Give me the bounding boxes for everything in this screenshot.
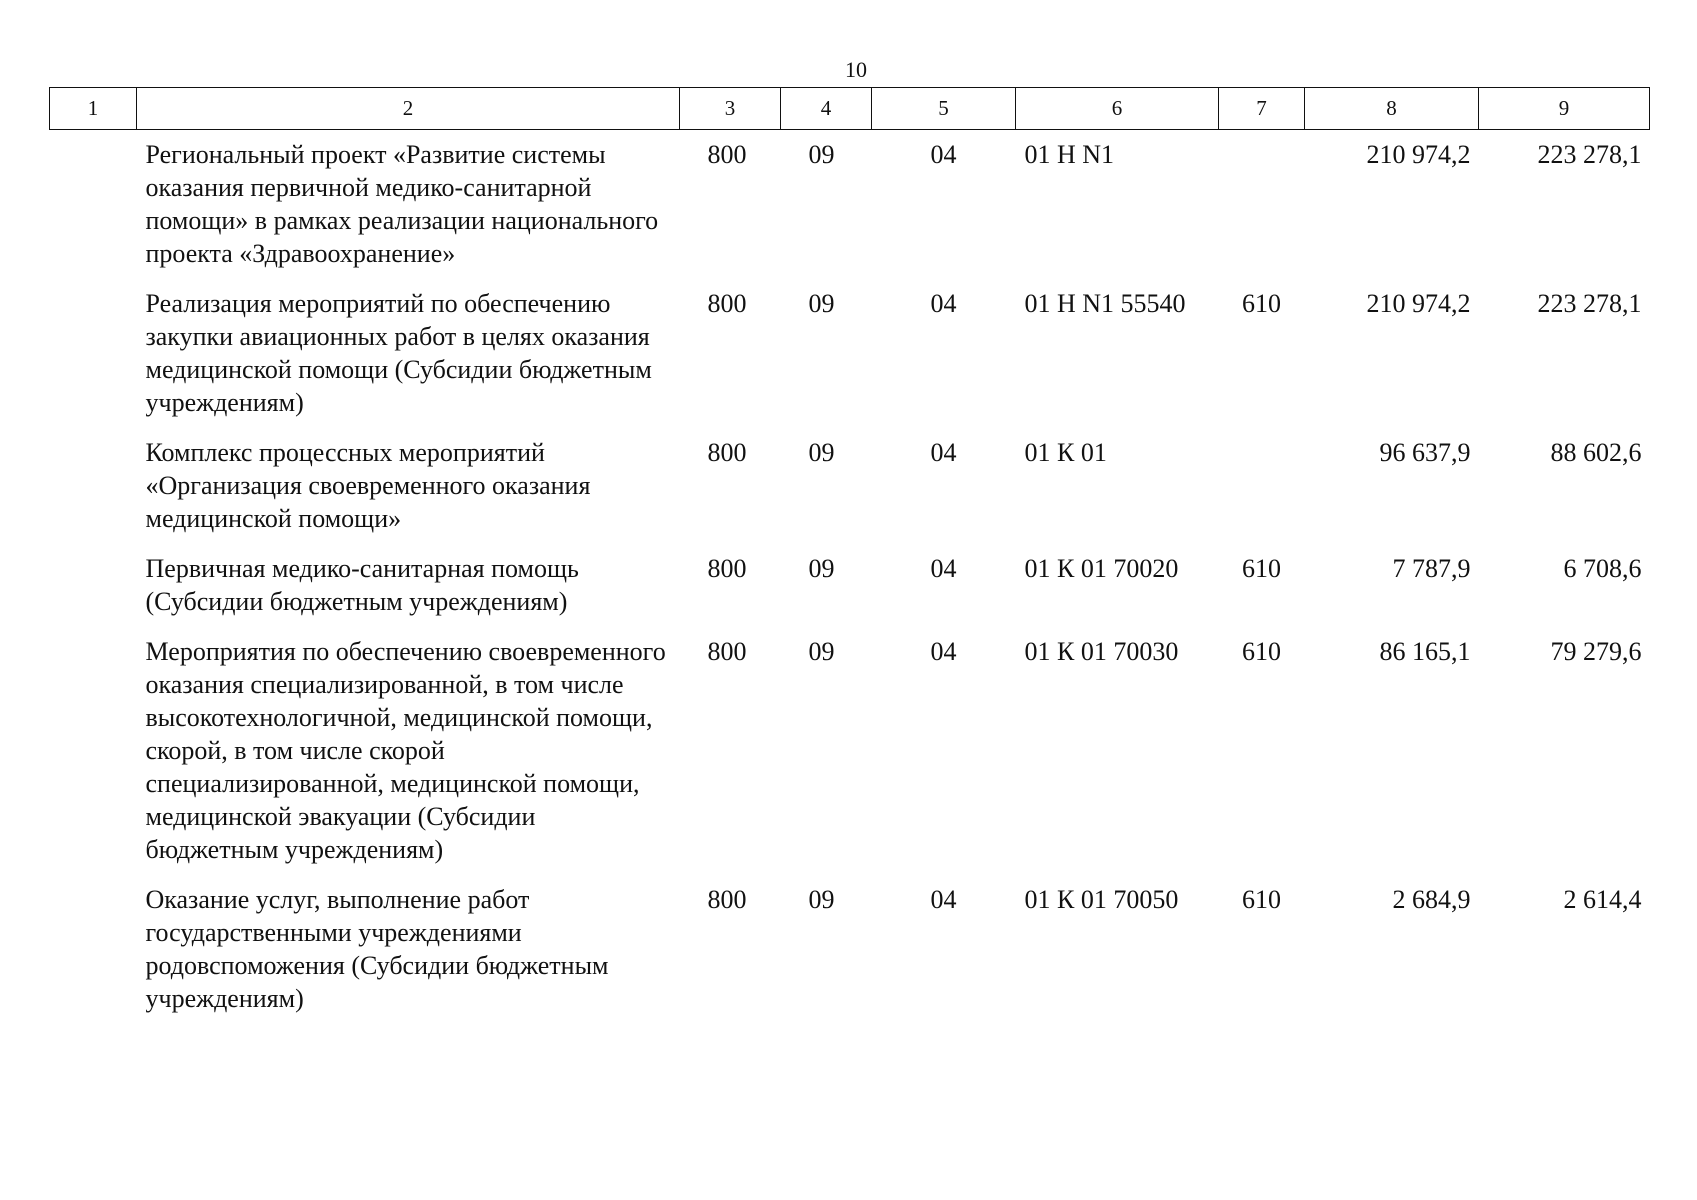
cell-col7 xyxy=(1219,130,1305,276)
cell-col6: 01 Н N1 55540 xyxy=(1024,289,1186,318)
header-cell-8: 8 xyxy=(1305,88,1479,130)
cell-col7: 610 xyxy=(1242,554,1281,583)
cell-col5: 04 xyxy=(930,140,957,169)
cell-col6: 01 К 01 70030 xyxy=(1024,637,1179,666)
header-cell-9: 9 xyxy=(1479,88,1650,130)
cell-col6: 01 К 01 70050 xyxy=(1024,885,1179,914)
cell-col8: 2 684,9 xyxy=(1392,885,1471,914)
cell-description: Региональный проект «Развитие системы оказания первичной медико-санитарной помощи» в рамках реализации национального проекта «Здравоохранение» xyxy=(145,140,659,268)
cell-col6: 01 Н N1 xyxy=(1024,140,1115,169)
header-cell-3: 3 xyxy=(680,88,781,130)
cell-col3: 800 xyxy=(707,885,747,914)
cell-col9: 88 602,6 xyxy=(1550,438,1642,467)
cell-col1 xyxy=(50,424,137,540)
cell-col5: 04 xyxy=(930,554,957,583)
cell-col9: 79 279,6 xyxy=(1550,637,1642,666)
cell-col3: 800 xyxy=(707,554,747,583)
header-cell-4: 4 xyxy=(781,88,872,130)
page-number: 10 xyxy=(845,57,867,82)
cell-col4: 09 xyxy=(808,140,835,169)
cell-col3: 800 xyxy=(707,438,747,467)
cell-description: Комплекс процессных мероприятий «Организация своевременного оказания медицинской помощи» xyxy=(145,438,591,533)
cell-col3: 800 xyxy=(707,140,747,169)
cell-description: Реализация мероприятий по обеспечению закупки авиационных работ в целях оказания медицинской помощи (Субсидии бюджетным учреждениям) xyxy=(145,289,652,417)
cell-col3: 800 xyxy=(707,289,747,318)
cell-col8: 7 787,9 xyxy=(1392,554,1471,583)
cell-col9: 2 614,4 xyxy=(1563,885,1642,914)
cell-description: Первичная медико-санитарная помощь (Субсидии бюджетным учреждениям) xyxy=(145,554,579,616)
table-row xyxy=(50,424,1650,540)
cell-col4: 09 xyxy=(808,637,835,666)
cell-col5: 04 xyxy=(930,637,957,666)
header-cell-2: 2 xyxy=(137,88,680,130)
cell-col6: 01 К 01 xyxy=(1024,438,1107,467)
cell-col3: 800 xyxy=(707,637,747,666)
table-row xyxy=(50,275,1650,424)
cell-col8: 86 165,1 xyxy=(1379,637,1471,666)
cell-col1 xyxy=(50,275,137,424)
table-row xyxy=(50,540,1650,623)
cell-col7: 610 xyxy=(1242,637,1281,666)
header-row xyxy=(50,88,1650,130)
cell-col5: 04 xyxy=(930,438,957,467)
cell-col1 xyxy=(50,540,137,623)
cell-col9: 223 278,1 xyxy=(1537,289,1642,318)
cell-col7: 610 xyxy=(1242,289,1281,318)
cell-col8: 210 974,2 xyxy=(1366,140,1471,169)
cell-col1 xyxy=(50,623,137,871)
table-row xyxy=(50,623,1650,871)
cell-col8: 210 974,2 xyxy=(1366,289,1471,318)
header-cell-7: 7 xyxy=(1219,88,1305,130)
cell-description: Мероприятия по обеспечению своевременного оказания специализированной, в том числе высокотехнологичной, медицинской помощи, скорой, в том числе скорой специализированной, медицинской помощи, медицинской эвакуации (Субсидии бюджетным учреждениям) xyxy=(145,637,666,864)
table-row xyxy=(50,130,1650,276)
budget-table xyxy=(49,87,1650,1020)
cell-col7 xyxy=(1219,424,1305,540)
cell-col5: 04 xyxy=(930,885,957,914)
cell-col6: 01 К 01 70020 xyxy=(1024,554,1179,583)
cell-col7: 610 xyxy=(1242,885,1281,914)
cell-col1 xyxy=(50,130,137,276)
cell-col4: 09 xyxy=(808,885,835,914)
header-cell-1: 1 xyxy=(50,88,137,130)
cell-col5: 04 xyxy=(930,289,957,318)
cell-col8: 96 637,9 xyxy=(1379,438,1471,467)
cell-col9: 6 708,6 xyxy=(1563,554,1642,583)
cell-col1 xyxy=(50,871,137,1020)
cell-col4: 09 xyxy=(808,438,835,467)
cell-col9: 223 278,1 xyxy=(1537,140,1642,169)
table-row xyxy=(50,871,1650,1020)
cell-col4: 09 xyxy=(808,554,835,583)
cell-col4: 09 xyxy=(808,289,835,318)
header-cell-6: 6 xyxy=(1016,88,1219,130)
cell-description: Оказание услуг, выполнение работ государственными учреждениями родовспоможения (Субсидии бюджетным учреждениям) xyxy=(145,885,609,1013)
header-cell-5: 5 xyxy=(872,88,1016,130)
